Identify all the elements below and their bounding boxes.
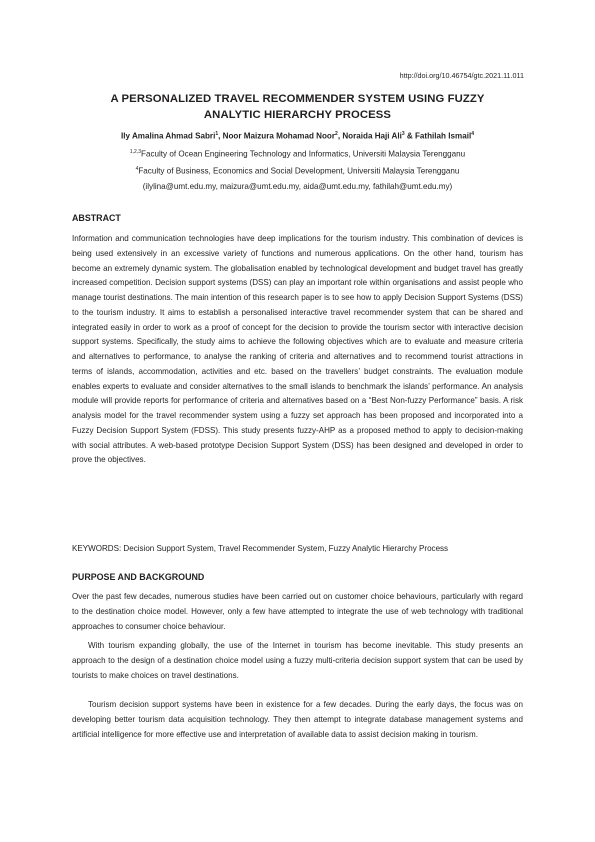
- author-separator: &: [404, 131, 415, 141]
- author-1: Ily Amalina Ahmad Sabri: [121, 131, 216, 141]
- author-separator: ,: [218, 131, 223, 141]
- keywords: KEYWORDS: Decision Support System, Travel Recommender System, Fuzzy Analytic Hierarchy Process: [72, 544, 449, 553]
- author-separator: ,: [337, 131, 343, 141]
- title-line-2: ANALYTIC HIERARCHY PROCESS: [203, 109, 392, 121]
- author-emails: (ilylina@umt.edu.my, maizura@umt.edu.my, aida@umt.edu.my, fathilah@umt.edu.my): [142, 182, 453, 191]
- abstract-body: Information and communication technologies have deep implications for the tourism industry. This combination of devices is being used extensively in an excessive variety of functions and numerous applications. On the other hand, tourism has become an extremely dynamic system. The globalisation enabled by technological development and budget travel has greatly increased competition. Decision support systems (DSS) can play an important role within organisations and assist people who manage tourist destinations. The main intention of this research paper is to see how to apply Decision Support Systems (DSS) to the tourism industry. It aims to establish a personalised interactive travel recommender system that can be shared and integrated easily in order to work as a proof of concept for the decision to provide the tourism sector with interactive decision support systems. Specifically, the study aims to achieve the following objectives which are to evaluate and measure criteria and alternatives to performance, to analyse the ranking of criteria and alternatives and to recommend tourist attractions in terms of islands, accommodation, activities and etc. based on the travellers’ budget constraints. The evaluation module enables experts to evaluate and consider alternatives to the small islands to benchmark the islands’ performance. An analysis module will provide reports for performance of criteria and alternatives based on a “Best Non-fuzzy Performance” basis. A risk analysis model for the travel recommender system using a fuzzy set approach has been proposed and incorporated into a Fuzzy Decision Support System (FDSS). This study presents fuzzy-AHP as a proposed method to apply to decision-making with social attributes. A web-based prototype Decision Support System (DSS) has been designed and developed in order to prove the objectives.: [72, 234, 523, 465]
- affiliation-2-text: Faculty of Business, Economics and Social Development, Universiti Malaysia Terengganu: [138, 166, 460, 176]
- purpose-paragraph-2: With tourism expanding globally, the use of the Internet in tourism has become inevitable. This study presents an approach to the design of a destination choice model using a fuzzy multi-criteria decision support system that can be used by tourists to make choices on travel destinations.: [72, 641, 523, 680]
- author-1-affil-marker: 1: [215, 131, 219, 137]
- doi-link[interactable]: http://doi.org/10.46754/gtc.2021.11.011: [399, 71, 524, 80]
- title-line-1: A PERSONALIZED TRAVEL RECOMMENDER SYSTEM USING FUZZY: [110, 93, 485, 105]
- affiliation-1-marker: 1,2,3: [129, 149, 142, 155]
- purpose-paragraph-3: Tourism decision support systems have been in existence for a few decades. During the early days, the focus was on developing better tourism data acquisition technology. They then attempt to integrate database management systems and artificial intelligence for more effective use and interpretation of available data to assist decision making in tourism.: [72, 700, 523, 739]
- paper-title: [72, 91, 523, 123]
- purpose-heading: PURPOSE AND BACKGROUND: [72, 572, 205, 582]
- author-4: Fathilah Ismail: [414, 131, 472, 141]
- author-3-affil-marker: 3: [401, 131, 405, 137]
- purpose-paragraph-1: Over the past few decades, numerous studies have been carried out on customer choice behaviours, particularly with regard to the destination choice model. However, only a few have attempted to integrate the use of web technology with traditional approaches to consumer choice behaviour.: [72, 592, 523, 631]
- affiliation-2: [60, 166, 535, 176]
- author-4-affil-marker: 4: [471, 131, 474, 137]
- author-list: [60, 131, 535, 141]
- abstract-heading: ABSTRACT: [72, 213, 121, 223]
- affiliation-2-marker: 4: [135, 166, 139, 172]
- affiliation-1: [60, 149, 535, 159]
- author-3: Noraida Haji Ali: [342, 131, 402, 141]
- affiliation-1-text: Faculty of Ocean Engineering Technology and Informatics, Universiti Malaysia Terengganu: [141, 149, 466, 159]
- author-2: Noor Maizura Mohamad Noor: [222, 131, 336, 141]
- author-2-affil-marker: 2: [335, 131, 338, 137]
